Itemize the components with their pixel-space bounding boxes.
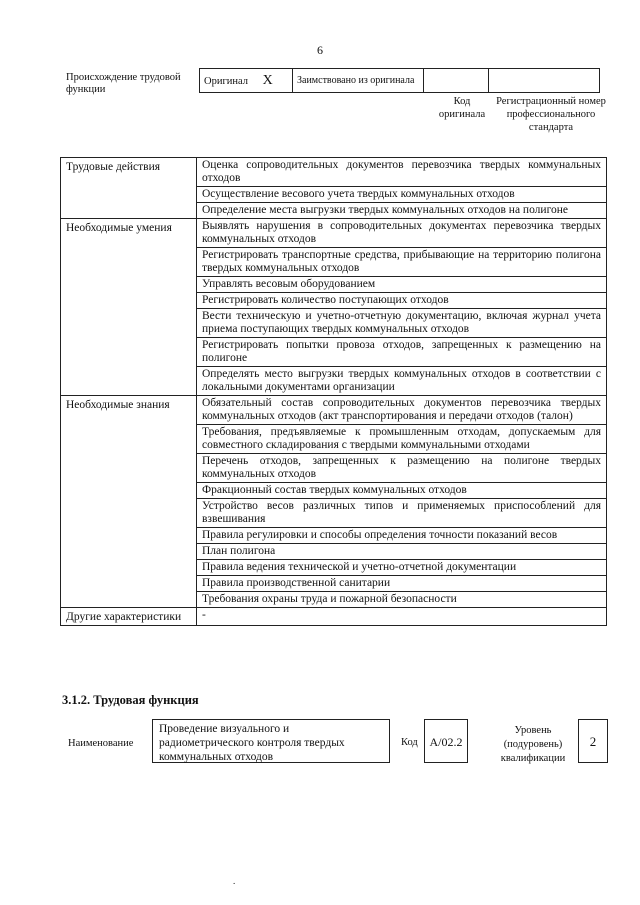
function-details-table <box>60 157 607 626</box>
qualification-level-label: Уровень (подуровень) квалификации <box>500 725 566 764</box>
section-item: Определять место выгрузки твердых коммунальных отходов в соответствии с локальными документами организации <box>197 367 607 396</box>
name-label: Наименование <box>68 738 134 749</box>
function-code: A/02.2 <box>424 719 468 763</box>
section-title: Необходимые знания <box>61 396 197 608</box>
page-number: 6 <box>317 43 323 57</box>
section-item: Осуществление весового учета твердых коммунальных отходов <box>197 187 607 203</box>
table-row <box>61 158 607 187</box>
section-item: Правила регулировки и способы определения точности показаний весов <box>197 528 607 544</box>
original-code-cell <box>424 69 489 93</box>
section-item: План полигона <box>197 544 607 560</box>
original-label: Оригинал <box>204 75 248 87</box>
section-title: Трудовые действия <box>61 158 197 219</box>
footer-mark: . <box>233 876 236 886</box>
section-item: Выявлять нарушения в сопроводительных документах перевозчика твердых коммунальных отходов <box>197 219 607 248</box>
code-label: Код <box>401 737 418 748</box>
section-item: Перечень отходов, запрещенных к размещению на полигоне твердых коммунальных отходов <box>197 454 607 483</box>
function-heading: 3.1.2. Трудовая функция <box>62 693 199 707</box>
section-item: Вести техническую и учетно-отчетную документацию, включая журнал учета приема поступающих твердых коммунальных отходов <box>197 309 607 338</box>
section-item: Обязательный состав сопроводительных документов перевозчика твердых коммунальных отходов (акт транспортирования и передачи отходов (талон) <box>197 396 607 425</box>
original-mark: X <box>262 72 273 88</box>
section-item: Оценка сопроводительных документов перевозчика твердых коммунальных отходов <box>197 158 607 187</box>
registration-number-cell <box>489 69 600 93</box>
registration-number-caption: Регистрационный номер профессионального стандарта <box>496 96 606 133</box>
section-title: Необходимые умения <box>61 219 197 396</box>
function-name: Проведение визуального и радиометрического контроля твердых коммунальных отходов <box>152 719 390 763</box>
table-row <box>61 219 607 248</box>
section-item: Управлять весовым оборудованием <box>197 277 607 293</box>
section-item: - <box>197 608 607 626</box>
original-code-caption: Код оригинала <box>438 96 486 120</box>
section-item: Фракционный состав твердых коммунальных отходов <box>197 483 607 499</box>
qualification-level: 2 <box>578 719 608 763</box>
section-title: Другие характеристики <box>61 608 197 626</box>
section-item: Регистрировать количество поступающих отходов <box>197 293 607 309</box>
section-item: Правила производственной санитарии <box>197 576 607 592</box>
section-item: Правила ведения технической и учетно-отчетной документации <box>197 560 607 576</box>
borrowed-label: Заимствовано из оригинала <box>293 69 424 93</box>
origin-table <box>199 68 600 93</box>
section-item: Регистрировать попытки провоза отходов, запрещенных к размещению на полигоне <box>197 338 607 367</box>
origin-label: Происхождение трудовой функции <box>66 72 181 95</box>
section-item: Определение места выгрузки твердых коммунальных отходов на полигоне <box>197 203 607 219</box>
section-item: Требования охраны труда и пожарной безопасности <box>197 592 607 608</box>
original-cell <box>200 69 293 93</box>
section-item: Устройство весов различных типов и применяемых приспособлений для взвешивания <box>197 499 607 528</box>
section-item: Требования, предъявляемые к промышленным отходам, допускаемым для совместного складирования с твердыми коммунальными отходами <box>197 425 607 454</box>
table-row <box>61 608 607 626</box>
table-row <box>61 396 607 425</box>
section-item: Регистрировать транспортные средства, прибывающие на территорию полигона твердых коммунальных отходов <box>197 248 607 277</box>
